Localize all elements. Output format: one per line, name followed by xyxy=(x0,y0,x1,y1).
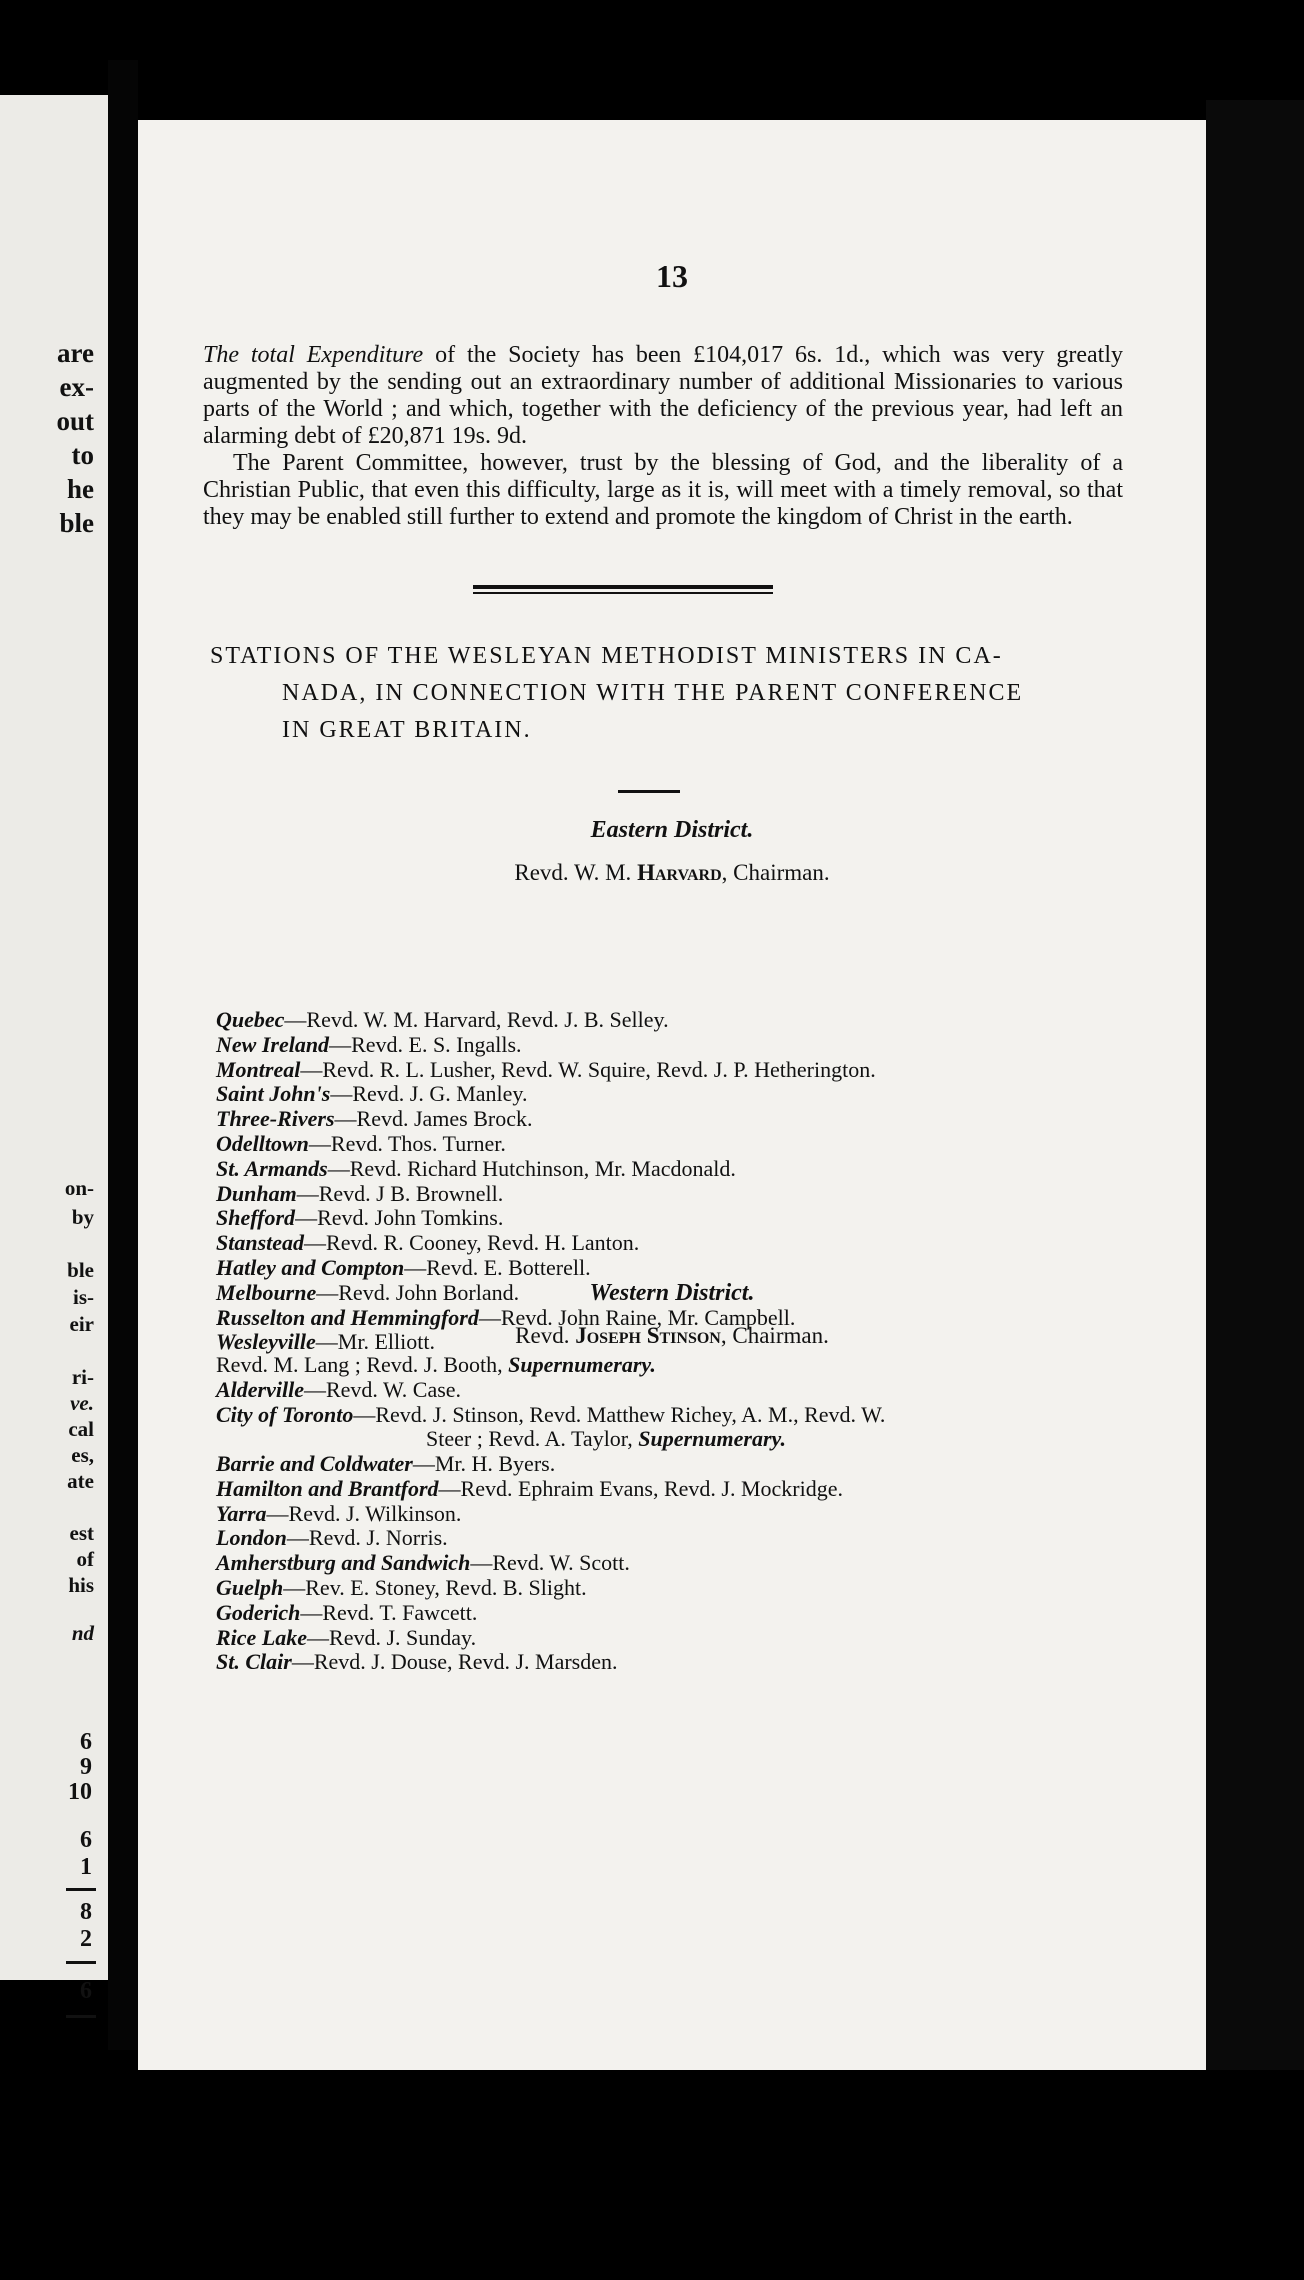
station-place: Wesleyville xyxy=(216,1329,316,1355)
prev-fragment: of xyxy=(76,1547,94,1571)
station-ministers: Revd. John Raine, Mr. Campbell. xyxy=(500,1304,796,1330)
prev-number: 6 xyxy=(80,1827,92,1853)
station-ministers: Revd. J. Sunday. xyxy=(329,1624,477,1650)
chair-suffix: , Chairman. xyxy=(721,860,830,885)
expenditure-paragraph xyxy=(203,342,1123,450)
station-row xyxy=(216,1452,1146,1477)
station-ministers: Revd. J B. Brownell. xyxy=(318,1180,504,1206)
chair-name: Harvard xyxy=(637,860,722,885)
station-ministers: Revd. Richard Hutchinson, Mr. Macdonald. xyxy=(349,1155,736,1181)
prev-fragment: he xyxy=(67,474,94,504)
station-place: Montreal xyxy=(216,1056,301,1082)
station-sep: — xyxy=(316,1279,339,1305)
committee-paragraph: The Parent Committee, however, trust by the blessing of God, and the liberality of a Christian Public, that even this difficulty, large as it is, will meet with a timely removal, so that they may be enabled still further to extend and promote the kingdom of Christ in the earth. xyxy=(203,450,1123,530)
station-sep: — xyxy=(284,1007,307,1032)
station-sep: — xyxy=(266,1500,289,1526)
prev-number: 9 xyxy=(80,1754,92,1780)
paragraph-text: of the Society has been £104,017 6s. 1d., which was very greatly augmented by the sending out an extraordinary number of additional Missionaries to various parts of the World ; and which, together with the deficiency of the previous year, had left an alarming debt of £20,871 19s. 9d. xyxy=(203,342,1123,449)
station-ministers: Revd. John Tomkins. xyxy=(317,1205,504,1231)
stations-title xyxy=(210,638,1140,749)
prev-fragment: is- xyxy=(73,1285,94,1309)
station-row xyxy=(216,1650,1146,1675)
double-rule-thin xyxy=(473,592,773,594)
station-sep: — xyxy=(283,1574,306,1600)
station-place: Melbourne xyxy=(216,1279,317,1305)
station-sep: — xyxy=(412,1451,435,1476)
prev-sum-rule xyxy=(66,2015,96,2018)
station-row xyxy=(216,1403,1146,1428)
station-ministers: Revd. James Brock. xyxy=(356,1106,533,1132)
station-ministers: Revd. W. M. Harvard, Revd. J. B. Selley. xyxy=(306,1007,669,1032)
western-first-stations xyxy=(216,1353,1146,1452)
station-ministers: Revd. John Borland. xyxy=(338,1279,520,1305)
station-sep: — xyxy=(308,1130,331,1156)
previous-page-edge xyxy=(0,95,108,2004)
chair-prefix: Revd. W. M. xyxy=(514,860,638,885)
prev-number: 8 xyxy=(80,1899,92,1925)
chair-prefix: Revd. xyxy=(515,1323,576,1348)
station-row xyxy=(216,1502,1146,1527)
prev-fragment: ble xyxy=(67,1258,94,1282)
station-sep: — xyxy=(296,1180,319,1206)
page-shadow xyxy=(1206,100,1304,2070)
station-place: Amherstburg and Sandwich xyxy=(216,1550,471,1576)
station-row xyxy=(216,1008,1146,1033)
station-ministers: Revd. R. Cooney, Revd. H. Lanton. xyxy=(326,1230,640,1256)
section-rule xyxy=(618,790,680,793)
station-row xyxy=(216,1551,1146,1576)
station-place: Quebec xyxy=(216,1007,285,1032)
station-place: Hatley and Compton xyxy=(216,1254,405,1280)
station-sep: — xyxy=(470,1550,493,1576)
prev-fragment: es, xyxy=(71,1443,94,1467)
station-place: Hamilton and Brantford xyxy=(216,1475,439,1501)
station-ministers: Revd. W. Scott. xyxy=(492,1550,630,1576)
western-district-heading: Western District. xyxy=(589,1280,755,1306)
station-row xyxy=(216,1256,1146,1281)
station-row xyxy=(216,1353,1146,1378)
eastern-district-heading: Eastern District. xyxy=(590,817,754,843)
station-ministers: Revd. Thos. Turner. xyxy=(330,1130,506,1156)
station-ministers: Revd. T. Fawcett. xyxy=(322,1599,478,1625)
prev-number: 6 xyxy=(80,1978,92,2004)
station-ministers: Revd. E. Botterell. xyxy=(426,1254,591,1280)
title-line: STATIONS OF THE WESLEYAN METHODIST MINISTERS IN CA- xyxy=(210,643,1003,669)
station-sep: — xyxy=(300,1599,323,1625)
station-ministers: Revd. J. Douse, Revd. J. Marsden. xyxy=(313,1649,618,1675)
prev-fragment: ve. xyxy=(70,1391,94,1415)
station-row xyxy=(216,1626,1146,1651)
prev-sum-rule xyxy=(66,1961,96,1964)
paragraph-lead: The total Expenditure xyxy=(203,342,424,368)
prev-fragment: by xyxy=(71,1205,94,1229)
station-ministers: Revd. J. G. Manley. xyxy=(352,1081,528,1107)
prev-sum-rule xyxy=(66,1888,96,1891)
station-place: Yarra xyxy=(216,1500,267,1526)
western-chairman xyxy=(138,1323,1206,1349)
prev-fragment: ble xyxy=(59,508,94,538)
station-sep: — xyxy=(286,1525,309,1551)
station-sep: — xyxy=(291,1649,314,1675)
station-place: Rice Lake xyxy=(216,1624,308,1650)
prev-fragment: on- xyxy=(64,1176,94,1200)
station-sep: — xyxy=(329,1031,352,1057)
prev-fragment: ate xyxy=(67,1469,94,1493)
station-place: Odelltown xyxy=(216,1130,309,1156)
station-place: Three-Rivers xyxy=(216,1106,335,1132)
prev-fragment: est xyxy=(69,1521,94,1545)
prev-fragment: nd xyxy=(71,1621,94,1645)
station-row xyxy=(216,1082,1146,1107)
station-row xyxy=(216,1206,1146,1231)
station-place: Dunham xyxy=(216,1180,297,1206)
station-row xyxy=(216,1033,1146,1058)
station-ministers: Revd. M. Lang ; Revd. J. Booth, xyxy=(216,1352,509,1377)
station-sep: — xyxy=(327,1155,350,1181)
station-ministers: Revd. J. Wilkinson. xyxy=(288,1500,462,1526)
station-sep: — xyxy=(307,1624,330,1650)
prev-number: 2 xyxy=(80,1926,92,1952)
station-ministers: Revd. J. Norris. xyxy=(308,1525,448,1551)
station-place: Barrie and Coldwater xyxy=(216,1451,413,1476)
station-sep: — xyxy=(304,1230,327,1256)
station-place: Stanstead xyxy=(216,1230,305,1256)
station-place: St. Clair xyxy=(216,1649,292,1675)
station-ministers: Rev. E. Stoney, Revd. B. Slight. xyxy=(305,1574,587,1600)
station-ministers: Mr. H. Byers. xyxy=(434,1451,556,1476)
prev-number: 10 xyxy=(68,1779,92,1805)
station-sep: — xyxy=(315,1329,338,1355)
station-sep: — xyxy=(404,1254,427,1280)
prev-fragment: are xyxy=(57,338,94,368)
station-row xyxy=(216,1157,1146,1182)
station-place: Shefford xyxy=(216,1205,296,1231)
station-row-continued xyxy=(216,1427,1146,1452)
station-row xyxy=(216,1576,1146,1601)
western-stations-list xyxy=(216,1452,1146,1675)
prev-fragment: his xyxy=(68,1573,94,1597)
station-sep: — xyxy=(353,1401,376,1427)
prev-fragment: ri- xyxy=(71,1365,94,1389)
station-sep: — xyxy=(330,1081,353,1107)
chair-name: Joseph Stinson xyxy=(575,1323,721,1348)
station-place: New Ireland xyxy=(216,1031,330,1057)
station-note: Supernumerary. xyxy=(638,1426,786,1452)
station-row xyxy=(216,1378,1146,1403)
eastern-chairman xyxy=(138,860,1206,886)
book-gutter xyxy=(108,60,138,2050)
prev-fragment: cal xyxy=(68,1417,94,1441)
chair-suffix: , Chairman. xyxy=(720,1323,829,1348)
prev-fragment: out xyxy=(56,406,94,436)
book-page xyxy=(138,120,1206,2070)
title-line: NADA, IN CONNECTION WITH THE PARENT CONFERENCE xyxy=(282,680,1024,706)
prev-number: 6 xyxy=(80,1729,92,1755)
station-row xyxy=(216,1231,1146,1256)
station-row xyxy=(216,1477,1146,1502)
prev-fragment: eir xyxy=(69,1312,94,1336)
station-row xyxy=(216,1182,1146,1207)
station-place: Alderville xyxy=(216,1376,304,1402)
station-ministers: Revd. W. Case. xyxy=(325,1376,462,1402)
station-ministers: Revd. Ephraim Evans, Revd. J. Mockridge. xyxy=(460,1475,844,1501)
title-line: IN GREAT BRITAIN. xyxy=(282,717,532,743)
station-sep: — xyxy=(478,1304,501,1330)
page-number: 13 xyxy=(656,258,688,294)
station-ministers: Mr. Elliott. xyxy=(337,1329,435,1355)
station-place: Russelton and Hemmingford xyxy=(216,1304,479,1330)
station-place: London xyxy=(216,1525,287,1551)
station-place: St. Armands xyxy=(216,1155,328,1181)
station-row xyxy=(216,1526,1146,1551)
double-rule xyxy=(473,585,773,589)
station-note: Supernumerary. xyxy=(508,1352,656,1377)
station-ministers: Revd. R. L. Lusher, Revd. W. Squire, Revd. J. P. Hetherington. xyxy=(322,1056,876,1082)
station-row xyxy=(216,1058,1146,1083)
station-place: Guelph xyxy=(216,1574,284,1600)
station-ministers: Revd. E. S. Ingalls. xyxy=(351,1031,522,1057)
station-sep: — xyxy=(334,1106,357,1132)
station-sep: — xyxy=(300,1056,323,1082)
prev-number: 1 xyxy=(80,1854,92,1880)
station-ministers: Steer ; Revd. A. Taylor, xyxy=(426,1426,639,1452)
station-place: City of Toronto xyxy=(216,1401,354,1427)
station-sep: — xyxy=(438,1475,461,1501)
station-place: Goderich xyxy=(216,1599,301,1625)
station-row xyxy=(216,1601,1146,1626)
station-sep: — xyxy=(303,1376,326,1402)
prev-fragment: ex- xyxy=(59,372,94,402)
station-sep: — xyxy=(295,1205,318,1231)
station-place: Saint John's xyxy=(216,1081,331,1107)
station-ministers: Revd. J. Stinson, Revd. Matthew Richey, A. M., Revd. W. xyxy=(375,1401,886,1427)
station-row xyxy=(216,1132,1146,1157)
station-row xyxy=(216,1107,1146,1132)
prev-fragment: to xyxy=(71,440,94,470)
